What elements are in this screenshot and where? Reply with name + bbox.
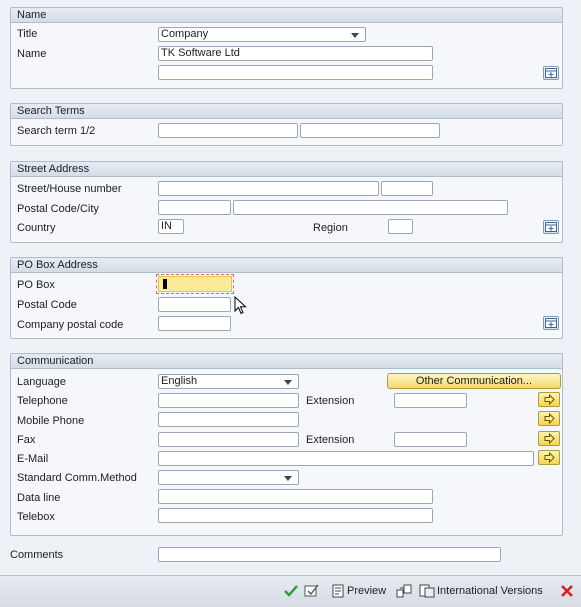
fax-extension-label: Extension [306,434,355,446]
comments-label: Comments [10,549,64,561]
fax-more-button[interactable] [538,431,560,446]
preview-icon[interactable] [331,584,345,598]
street-label: Street/House number [17,183,122,195]
international-versions-icon[interactable] [419,584,435,598]
company-postal-code-field[interactable] [158,316,231,331]
region-label: Region [313,222,348,234]
other-communication-button[interactable]: Other Communication... [387,373,561,389]
arrow-right-icon [544,452,555,463]
cancel-icon[interactable] [561,585,573,597]
pobox-more-fields-button[interactable] [543,316,559,330]
street-field[interactable] [158,181,379,196]
std-comm-method-label: Standard Comm.Method [17,472,137,484]
language-value: English [161,375,198,387]
telephone-extension-field[interactable] [394,393,467,408]
search-term-1-field[interactable] [158,123,298,138]
confirm-check-icon[interactable] [284,585,298,597]
postal-code-field[interactable] [158,200,231,215]
name-field-2[interactable] [158,65,433,80]
data-line-field[interactable] [158,489,433,504]
region-field[interactable] [388,219,413,234]
telephone-field[interactable] [158,393,299,408]
mobile-more-button[interactable] [538,411,560,426]
preview-button[interactable]: Preview [347,585,387,597]
arrow-right-icon [544,413,555,424]
search-term-label: Search term 1/2 [17,125,96,137]
email-more-button[interactable] [538,450,560,465]
search-terms-heading: Search Terms [11,104,562,119]
country-field[interactable] [158,219,184,234]
search-term-2-field[interactable] [300,123,440,138]
name-field-1[interactable] [158,46,433,61]
street-more-fields-button[interactable] [543,220,559,234]
arrow-right-icon [544,394,555,405]
std-comm-method-select[interactable] [158,470,299,485]
dialog-toolbar [0,575,581,607]
fax-extension-field[interactable] [394,432,467,447]
check-entries-icon[interactable] [304,584,320,598]
po-postal-code-field[interactable] [158,297,231,312]
international-versions-button[interactable]: International Versions [437,585,543,597]
data-line-label: Data line [17,492,61,504]
house-number-field[interactable] [381,181,433,196]
expand-fields-icon [545,318,557,328]
telebox-label: Telebox [17,511,55,523]
country-value: IN [161,220,172,232]
po-postal-code-label: Postal Code [17,299,77,311]
email-field[interactable] [158,451,534,466]
language-select[interactable] [158,374,299,389]
expand-fields-icon [545,68,557,78]
fax-label: Fax [17,434,36,446]
city-field[interactable] [233,200,508,215]
po-box-label: PO Box [17,279,55,291]
telephone-extension-label: Extension [306,395,355,407]
name-group-heading: Name [11,8,562,23]
street-address-heading: Street Address [11,162,562,177]
mouse-pointer-icon [234,296,248,316]
fax-field[interactable] [158,432,299,447]
email-label: E-Mail [17,453,49,465]
title-select-value: Company [161,28,209,40]
languages-icon[interactable] [396,584,412,598]
name-more-fields-button[interactable] [543,66,559,80]
arrow-right-icon [544,433,555,444]
mobile-field[interactable] [158,412,299,427]
expand-fields-icon [545,222,557,232]
language-label: Language [17,376,66,388]
postal-city-label: Postal Code/City [17,203,99,215]
name-field-1-value: TK Software Ltd [161,47,240,59]
communication-heading: Communication [11,354,562,369]
company-postal-code-label: Company postal code [17,319,124,331]
country-label: Country [17,222,56,234]
focus-corner-marks [156,274,234,294]
name-label: Name [17,48,47,60]
mobile-label: Mobile Phone [17,415,85,427]
telebox-field[interactable] [158,508,433,523]
po-box-heading: PO Box Address [11,258,562,273]
comments-field[interactable] [158,547,501,562]
title-select[interactable] [158,27,366,42]
telephone-label: Telephone [17,395,68,407]
title-label: Title [17,28,38,40]
telephone-more-button[interactable] [538,392,560,407]
